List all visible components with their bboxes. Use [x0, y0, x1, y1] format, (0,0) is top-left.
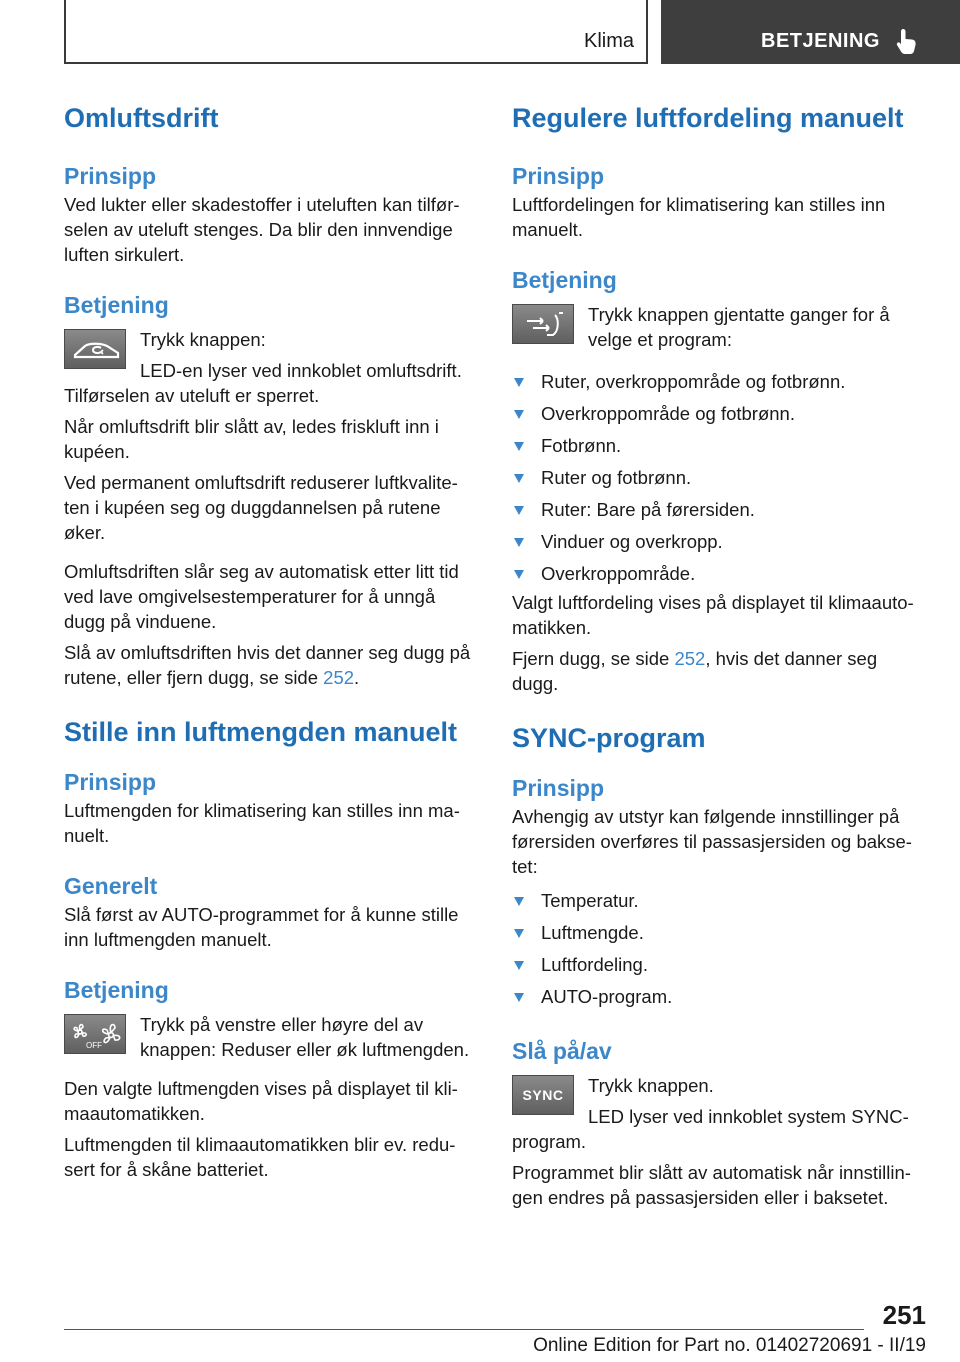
bullet-triangle-icon — [514, 474, 524, 483]
paragraph: Luftmengden til klimaautomatikken blir ev. redu-sert for å skåne batteriet. — [64, 1134, 456, 1180]
paragraph: LED-en lyser ved innkoblet omluftsdrift. Tilførselen av uteluft er sperret. — [64, 360, 462, 406]
paragraph: Når omluftsdrift blir slått av, ledes friskluft inn i kupéen. — [64, 416, 439, 462]
heading-omluftsdrift: Omluftsdrift — [64, 103, 219, 133]
paragraph: Avhengig av utstyr kan følgende innstillinger på førersiden overføres til passasjersiden og bakse-tet: — [512, 806, 912, 877]
subheading-betjening: Betjening — [512, 267, 617, 293]
paragraph: Slå først av AUTO-programmet for å kunne stille inn luftmengden manuelt. — [64, 904, 459, 950]
bullet-triangle-icon — [514, 570, 524, 579]
pointing-hand-icon — [894, 27, 920, 55]
subheading-prinsipp: Prinsipp — [64, 163, 157, 189]
header-section-label: Klima — [583, 30, 634, 52]
list-item: Luftmengde. — [512, 917, 926, 949]
bullet-triangle-icon — [514, 410, 524, 419]
paragraph: Luftfordelingen for klimatisering kan stilles inn manuelt. — [512, 194, 886, 240]
list-item: AUTO-program. — [512, 981, 926, 1013]
bullet-triangle-icon — [514, 993, 524, 1002]
bullet-triangle-icon — [514, 897, 524, 906]
subheading-prinsipp: Prinsipp — [512, 163, 605, 189]
air-distribution-button-image — [512, 304, 574, 344]
paragraph: LED lyser ved innkoblet system SYNC-program. — [512, 1106, 909, 1152]
sync-button-image — [512, 1075, 574, 1115]
bullet-triangle-icon — [514, 961, 524, 970]
header-chapter-label: BETJENING — [761, 30, 880, 52]
list-item: Ruter, overkroppområde og fotbrønn. — [512, 366, 926, 398]
control-sync — [512, 1073, 926, 1154]
control-fan — [64, 1012, 478, 1062]
list-item: Fotbrønn. — [512, 430, 926, 462]
paragraph: Trykk knappen gjentatte ganger for å velge et program: — [588, 304, 890, 350]
paragraph: Ved lukter eller skadestoffer i uteluften kan tilfør-selen av uteluft stenges. Da blir den innvendige luften sirkulert. — [64, 194, 460, 265]
page-number: 251 — [882, 1300, 926, 1330]
heading-luftmengde: Stille inn luftmengden manuelt — [64, 717, 458, 747]
list-item: Overkroppområde og fotbrønn. — [512, 398, 926, 430]
fan-button-image — [64, 1014, 126, 1054]
subheading-prinsipp: Prinsipp — [64, 769, 157, 795]
control-air-distribution — [512, 302, 926, 352]
bullet-triangle-icon — [514, 442, 524, 451]
right-column — [512, 98, 926, 1210]
paragraph: Ved permanent omluftsdrift reduserer luftkvalite-ten i kupéen seg og duggdannelsen på rutene øker. — [64, 472, 458, 543]
paragraph: Omluftsdriften slår seg av automatisk etter litt tid ved lave omgivelsestemperaturer for å unngå dugg på vinduene. — [64, 561, 459, 632]
list-item: Temperatur. — [512, 885, 926, 917]
air-distribution-icon — [513, 305, 575, 345]
list-item: Vinduer og overkropp. — [512, 526, 926, 558]
paragraph: Luftmengden for klimatisering kan stilles inn ma-nuelt. — [64, 800, 460, 846]
paragraph: Valgt luftfordeling vises på displayet til klimaauto-matikken. — [512, 592, 914, 638]
header-section-tab — [64, 0, 648, 64]
paragraph: Slå av omluftsdriften hvis det danner seg dugg på rutene, eller fjern dugg, se side 252. — [64, 642, 471, 688]
paragraph: Fjern dugg, se side 252, hvis det danner seg dugg. — [512, 648, 878, 694]
paragraph: Trykk på venstre eller høyre del av knappen: Reduser eller øk luftmengden. — [140, 1014, 470, 1060]
footer-divider — [64, 1329, 864, 1330]
bullet-triangle-icon — [514, 929, 524, 938]
left-column — [64, 98, 478, 1182]
list-item: Luftfordeling. — [512, 949, 926, 981]
bullet-triangle-icon — [514, 378, 524, 387]
control-recirculation — [64, 327, 478, 408]
list-item: Ruter: Bare på førersiden. — [512, 494, 926, 526]
page-reference-link[interactable]: 252 — [674, 648, 706, 669]
recirculation-button-image — [64, 329, 126, 369]
list-item: Overkroppområde. — [512, 558, 926, 590]
subheading-betjening: Betjening — [64, 977, 169, 1003]
subheading-prinsipp: Prinsipp — [512, 775, 605, 801]
recirculation-car-icon — [65, 330, 127, 370]
paragraph: Programmet blir slått av automatisk når innstillin-gen endres på passasjersiden eller i baksetet. — [512, 1162, 911, 1208]
heading-luftfordeling: Regulere luftfordeling manuelt — [512, 103, 904, 133]
subheading-slaa-paa-av: Slå på/av — [512, 1038, 612, 1064]
subheading-generelt: Generelt — [64, 873, 158, 899]
sync-settings-list — [512, 885, 926, 1013]
sync-button-label: SYNC — [522, 1087, 564, 1103]
page-reference-link[interactable]: 252 — [323, 667, 355, 688]
bullet-triangle-icon — [514, 506, 524, 515]
list-item: Ruter og fotbrønn. — [512, 462, 926, 494]
air-distribution-list — [512, 366, 926, 590]
bullet-triangle-icon — [514, 538, 524, 547]
paragraph: Trykk knappen. — [588, 1075, 714, 1096]
fan-icon — [65, 1015, 127, 1055]
paragraph: Trykk knappen: — [140, 329, 266, 350]
svg-text:OFF: OFF — [86, 1041, 102, 1050]
subheading-betjening: Betjening — [64, 292, 169, 318]
heading-sync: SYNC-program — [512, 723, 706, 753]
edition-label: Online Edition for Part no. 01402720691 - II/19 — [533, 1335, 926, 1356]
paragraph: Den valgte luftmengden vises på displayet til kli-maautomatikken. — [64, 1078, 458, 1124]
